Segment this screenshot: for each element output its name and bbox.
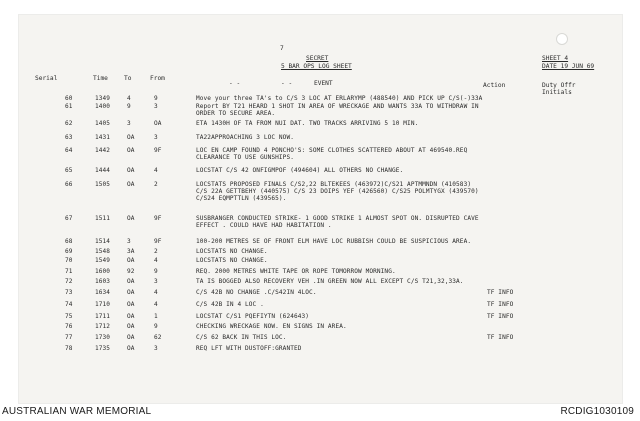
- row-time: 1603: [95, 278, 111, 285]
- row-event-line: C/S 62 BACK IN THIS LOC.: [196, 334, 287, 341]
- row-event-line: LOCSTAT C/S 42 ONFIGMPOF (494604) ALL OTHERS NO CHANGE.: [196, 167, 404, 174]
- row-time: 1431: [95, 134, 111, 141]
- row-to: OA: [127, 134, 135, 141]
- row-event-line: 100-200 METRES SE OF FRONT ELM HAVE LOC RUBBISH COULD BE SUSPICIOUS AREA.: [196, 238, 472, 245]
- row-event-line: LOCSTATS NO CHANGE.: [196, 257, 268, 264]
- row-serial: 71: [65, 268, 73, 275]
- row-event-line: EFFECT . COULD HAVE HAD HABITATION .: [196, 222, 332, 230]
- row-event-line: TA22APPROACHING 3 LOC NOW.: [196, 134, 294, 141]
- row-serial: 72: [65, 278, 73, 285]
- row-from: 3: [154, 345, 158, 352]
- footer-source: AUSTRALIAN WAR MEMORIAL: [2, 406, 152, 417]
- row-event-line: ETA 1430H OF TA FROM NUI DAT. TWO TRACKS ARRIVING 5 10 MIN.: [196, 120, 419, 127]
- row-event-line: LOC EN CAMP FOUND 4 PONCHO'S: SOME CLOTHES SCATTERED ABOUT AT 469540.REQ: [196, 147, 468, 154]
- row-event-line: Report BY T21 HEARD 1 SHOT IN AREA OF WRECKAGE AND WANTS 33A TO WITHDRAW IN: [196, 103, 479, 110]
- row-from: 9: [154, 268, 158, 275]
- row-from: 3: [154, 103, 158, 110]
- row-serial: 68: [65, 238, 73, 245]
- dashes-left: - -: [229, 80, 241, 87]
- row-serial: 63: [65, 134, 73, 141]
- row-from: 9: [154, 95, 158, 102]
- row-time: 1712: [95, 323, 111, 330]
- row-from: 4: [154, 167, 158, 174]
- row-from: 3: [154, 134, 158, 141]
- row-serial: 66: [65, 181, 73, 188]
- from-header: From: [150, 75, 165, 82]
- dashes-right: - -: [281, 80, 293, 87]
- row-serial: 77: [65, 334, 73, 341]
- action-header: Action: [483, 82, 506, 89]
- row-to: OA: [127, 147, 135, 154]
- row-time: 1711: [95, 313, 111, 320]
- row-to: 3: [127, 120, 131, 127]
- row-time: 1444: [95, 167, 111, 174]
- row-to: OA: [127, 215, 135, 222]
- row-time: 1400: [95, 103, 111, 110]
- date-line: DATE 19 JUN 69: [542, 63, 595, 70]
- row-from: 4: [154, 301, 158, 308]
- row-event-line: LOCSTAT C/S1 PQEFIYTN (624643): [196, 313, 310, 320]
- row-serial: 61: [65, 103, 73, 110]
- serial-header: Serial: [35, 75, 58, 82]
- row-from: 4: [154, 289, 158, 296]
- row-to: OA: [127, 289, 135, 296]
- row-from: 62: [154, 334, 162, 341]
- punch-hole: [556, 33, 568, 45]
- row-from: 9: [154, 323, 158, 330]
- row-to: 3A: [127, 248, 135, 255]
- row-to: 92: [127, 268, 135, 275]
- row-event-line: LOCSTATS PROPOSED FINALS C/S2,22 BLTEKEES (463972)C/S21 APTMMNDN (410583): [196, 181, 472, 188]
- row-serial: 62: [65, 120, 73, 127]
- row-time: 1730: [95, 334, 111, 341]
- row-time: 1511: [95, 215, 111, 222]
- top-mark: 7: [280, 45, 284, 52]
- sheet-title: 5 BAR OPS LOG SHEET: [281, 63, 352, 70]
- row-from: 2: [154, 181, 158, 188]
- row-event-line: C/S 42B IN 4 LOC .: [196, 301, 264, 308]
- row-action: TF INFO: [487, 313, 514, 320]
- row-to: 4: [127, 95, 131, 102]
- row-action: TF INFO: [487, 289, 514, 296]
- row-to: OA: [127, 345, 135, 352]
- row-from: 9F: [154, 215, 162, 222]
- row-event-line: C/S 42B NO CHANGE .C/S42IN 4LOC.: [196, 289, 317, 296]
- row-to: 9: [127, 103, 131, 110]
- row-time: 1548: [95, 248, 111, 255]
- row-serial: 75: [65, 313, 73, 320]
- row-event-line: C/S24 EQMPTTLN (439565).: [196, 195, 287, 203]
- row-from: 1: [154, 313, 158, 320]
- row-serial: 60: [65, 95, 73, 102]
- row-serial: 64: [65, 147, 73, 154]
- row-time: 1405: [95, 120, 111, 127]
- secret-heading: SECRET: [306, 55, 329, 62]
- row-event-line: TA IS BOGGED ALSO RECOVERY VEH .IN GREEN NOW ALL EXCEPT C/S T21,32,33A.: [196, 278, 464, 285]
- row-to: OA: [127, 313, 135, 320]
- event-header: EVENT: [314, 80, 333, 87]
- row-serial: 73: [65, 289, 73, 296]
- row-time: 1505: [95, 181, 111, 188]
- row-serial: 67: [65, 215, 73, 222]
- row-to: OA: [127, 257, 135, 264]
- row-from: 9F: [154, 238, 162, 245]
- row-event-line: CHECKING WRECKAGE NOW. EN SIGNS IN AREA.: [196, 323, 347, 330]
- row-from: 9F: [154, 147, 162, 154]
- row-event-line: ORDER TO SECURE AREA.: [196, 110, 276, 118]
- footer-id: RCDIG1030109: [560, 406, 634, 417]
- row-time: 1442: [95, 147, 111, 154]
- row-serial: 70: [65, 257, 73, 264]
- duty-offr-label: Duty Offr: [542, 82, 576, 89]
- initials-label: Initials: [542, 89, 572, 96]
- row-to: OA: [127, 301, 135, 308]
- row-event-line: SUSBRANGER CONDUCTED STRIKE- 1 GOOD STRIKE 1 ALMOST SPOT ON. DISRUPTED CAVE: [196, 215, 479, 222]
- row-serial: 78: [65, 345, 73, 352]
- row-event-line: Move your three TA's to C/S 3 LOC AT ERLARYMP (488540) AND PICK UP C/S(-)33A: [196, 95, 483, 102]
- to-header: To: [124, 75, 132, 82]
- row-action: TF INFO: [487, 334, 514, 341]
- row-time: 1735: [95, 345, 111, 352]
- row-time: 1600: [95, 268, 111, 275]
- row-event-line: REQ LFT WITH DUSTOFF:GRANTED: [196, 345, 302, 352]
- document-sheet: [18, 14, 623, 404]
- row-time: 1549: [95, 257, 111, 264]
- row-event-line: REQ. 2000 METRES WHITE TAPE OR ROPE TOMORROW MORNING.: [196, 268, 396, 275]
- row-time: 1634: [95, 289, 111, 296]
- row-event-line: C/S 22A GETTBEHY (440575) C/S 23 DOIPS YEF (426560) C/S25 POLMTYGX (439570): [196, 188, 479, 196]
- row-from: 3: [154, 278, 158, 285]
- row-serial: 74: [65, 301, 73, 308]
- row-from: 4: [154, 257, 158, 264]
- row-to: OA: [127, 167, 135, 174]
- row-from: OA: [154, 120, 162, 127]
- row-event-line: CLEARANCE TO USE GUNSHIPS.: [196, 154, 294, 162]
- row-time: 1710: [95, 301, 111, 308]
- row-time: 1514: [95, 238, 111, 245]
- row-serial: 76: [65, 323, 73, 330]
- row-to: OA: [127, 323, 135, 330]
- row-time: 1349: [95, 95, 111, 102]
- sheet-number: SHEET 4: [542, 55, 569, 62]
- row-serial: 69: [65, 248, 73, 255]
- row-from: 2: [154, 248, 158, 255]
- row-to: OA: [127, 181, 135, 188]
- row-event-line: LOCSTATS NO CHANGE.: [196, 248, 268, 255]
- time-header: Time: [93, 75, 108, 82]
- row-to: OA: [127, 278, 135, 285]
- row-to: OA: [127, 334, 135, 341]
- row-serial: 65: [65, 167, 73, 174]
- row-action: TF INFO: [487, 301, 514, 308]
- row-to: 3: [127, 238, 131, 245]
